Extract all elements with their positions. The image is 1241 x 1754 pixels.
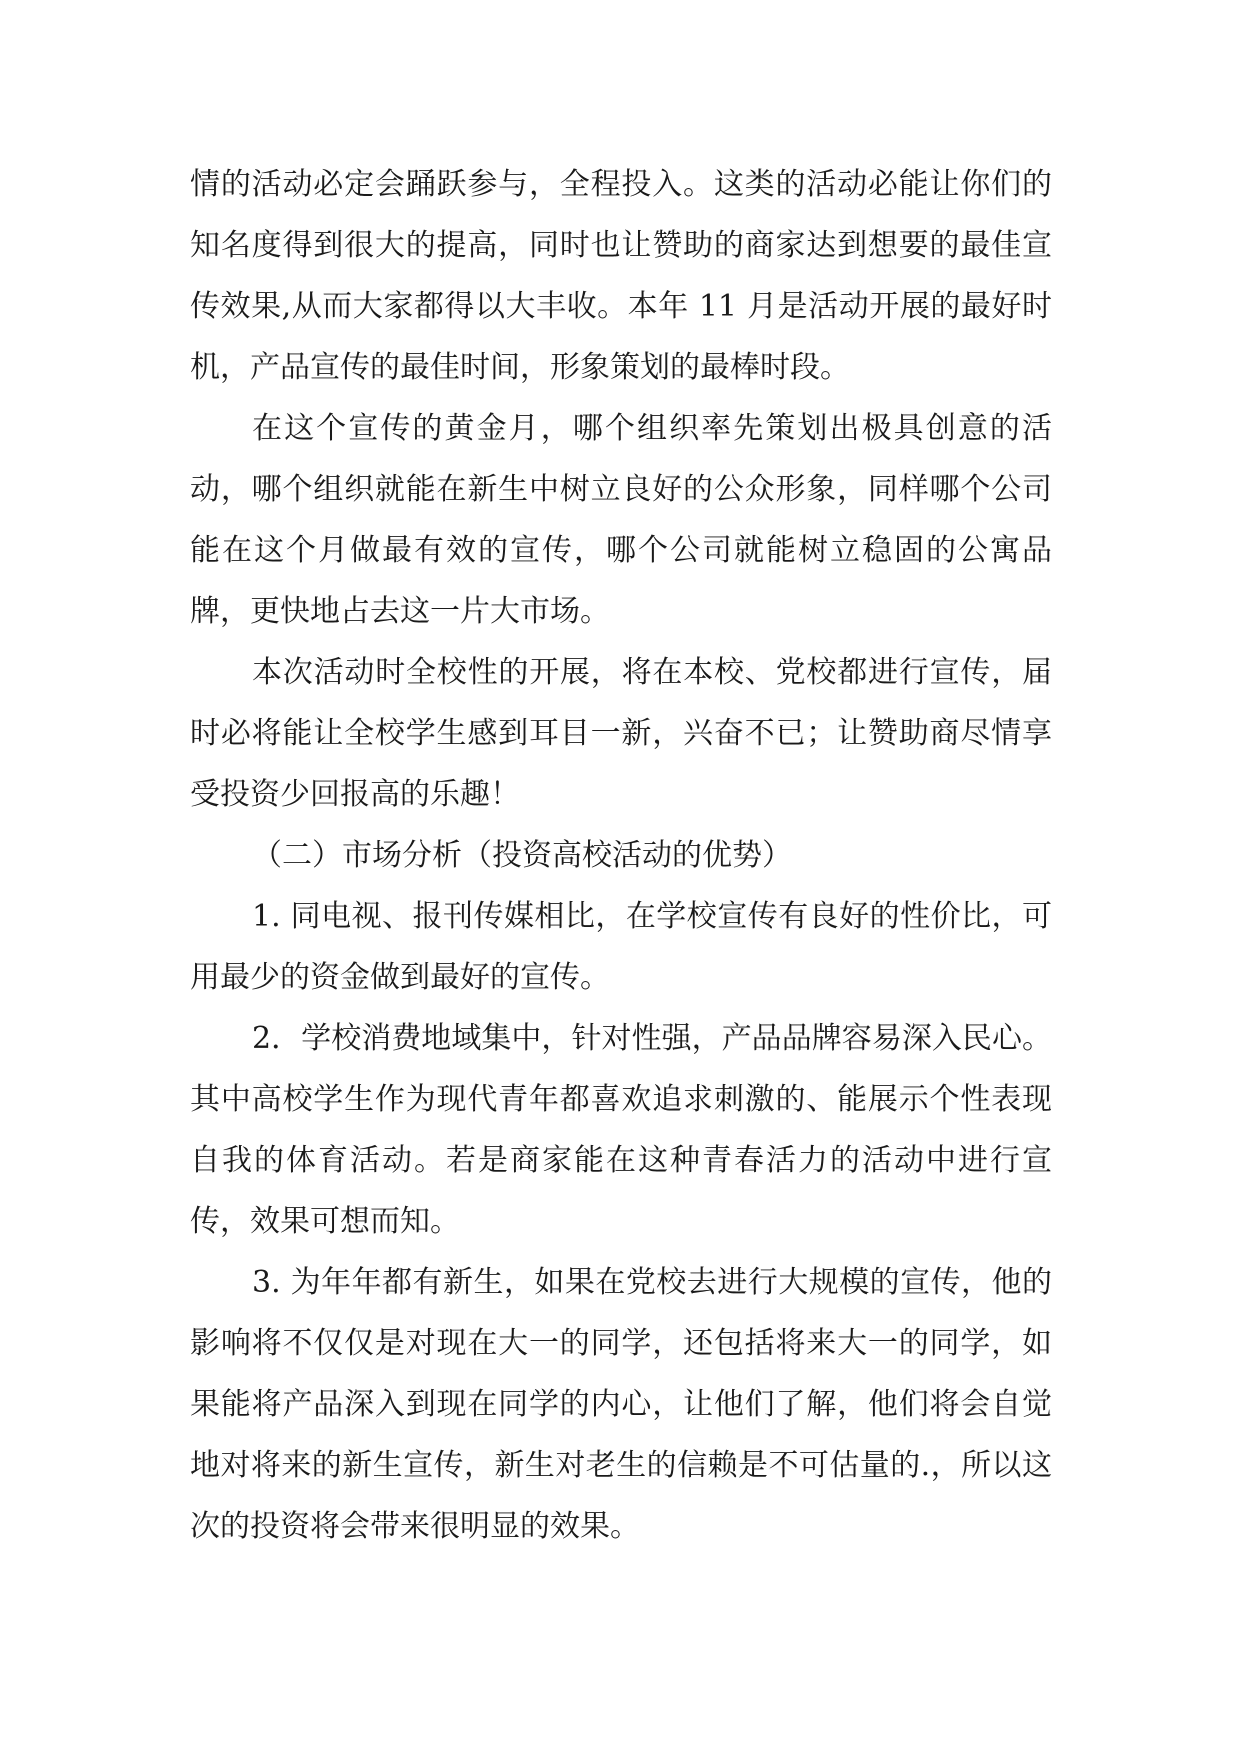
list-item-2: 2．学校消费地域集中，针对性强，产品品牌容易深入民心。其中高校学生作为现代青年都喜欢追求刺激的、能展示个性表现自我的体育活动。若是商家能在这种青春活力的活动中进行宣传，效果可想而知。 (190, 1021, 1052, 1239)
list-item-3: 3. 为年年都有新生，如果在党校去进行大规模的宣传，他的影响将不仅仅是对现在大一的同学，还包括将来大一的同学，如果能将产品深入到现在同学的内心，让他们了解，他们将会自觉地对将来的新生宣传，新生对老生的信赖是不可估量的.，所以这次的投资将会带来很明显的效果。 (190, 1265, 1052, 1544)
paragraph-continuation: 情的活动必定会踊跃参与，全程投入。这类的活动必能让你们的知名度得到很大的提高，同时也让赞助的商家达到想要的最佳宣传效果,从而大家都得以大丰收。本年 11 月是活动开展的最好时机，产品宣传的最佳时间，形象策划的最棒时段。 (190, 167, 1052, 385)
paragraph-campus-wide: 本次活动时全校性的开展，将在本校、党校都进行宣传，届时必将能让全校学生感到耳目一新，兴奋不已；让赞助商尽情享受投资少回报高的乐趣！ (190, 655, 1052, 812)
paragraph-golden-month: 在这个宣传的黄金月，哪个组织率先策划出极具创意的活动，哪个组织就能在新生中树立良好的公众形象，同样哪个公司能在这个月做最有效的宣传，哪个公司就能树立稳固的公寓品牌，更快地占去这一片大市场。 (190, 411, 1052, 629)
list-item-1: 1. 同电视、报刊传媒相比，在学校宣传有良好的性价比，可用最少的资金做到最好的宣传。 (190, 899, 1052, 995)
section-heading-market-analysis: （二）市场分析（投资高校活动的优势） (252, 838, 792, 873)
document-body (190, 154, 1052, 1557)
